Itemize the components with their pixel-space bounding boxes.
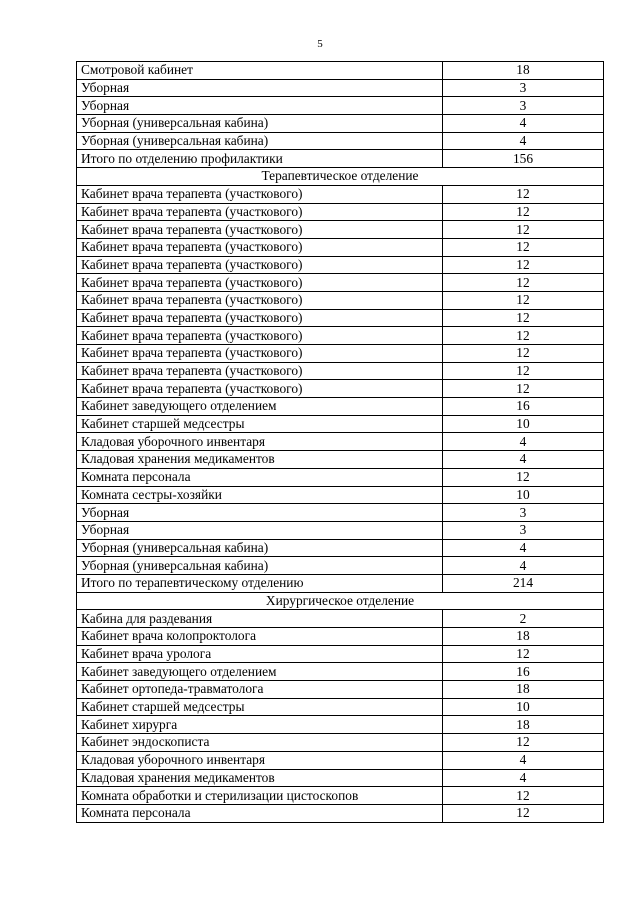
table-row — [77, 433, 604, 451]
room-name-cell: Уборная — [77, 97, 443, 115]
room-name-cell: Кабинет старшей медсестры — [77, 698, 443, 716]
room-name-cell: Кабинет врача уролога — [77, 645, 443, 663]
table-row — [77, 751, 604, 769]
area-value-cell: 12 — [443, 362, 604, 380]
room-name-cell: Кабинет врача колопроктолога — [77, 628, 443, 646]
table-row — [77, 734, 604, 752]
area-value-cell: 12 — [443, 645, 604, 663]
table-row — [77, 574, 604, 592]
room-name-cell: Уборная (универсальная кабина) — [77, 539, 443, 557]
room-name-cell: Итого по отделению профилактики — [77, 150, 443, 168]
room-name-cell: Комната персонала — [77, 804, 443, 822]
room-name-cell: Кабинет врача терапевта (участкового) — [77, 291, 443, 309]
room-name-cell: Кабина для раздевания — [77, 610, 443, 628]
room-name-cell: Кладовая хранения медикаментов — [77, 451, 443, 469]
table-row — [77, 451, 604, 469]
table-row — [77, 521, 604, 539]
room-name-cell: Уборная — [77, 504, 443, 522]
room-name-cell: Кабинет врача терапевта (участкового) — [77, 256, 443, 274]
room-name-cell: Итого по терапевтическому отделению — [77, 574, 443, 592]
area-value-cell: 18 — [443, 681, 604, 699]
area-value-cell: 4 — [443, 451, 604, 469]
page-number: 5 — [317, 38, 323, 50]
area-value-cell: 12 — [443, 468, 604, 486]
room-name-cell: Смотровой кабинет — [77, 62, 443, 80]
section-header-row — [77, 168, 604, 186]
table-row — [77, 380, 604, 398]
table-row — [77, 398, 604, 416]
area-value-cell: 12 — [443, 787, 604, 805]
table-row — [77, 716, 604, 734]
room-name-cell: Уборная — [77, 521, 443, 539]
room-name-cell: Кабинет заведующего отделением — [77, 398, 443, 416]
area-value-cell: 156 — [443, 150, 604, 168]
room-name-cell: Уборная (универсальная кабина) — [77, 115, 443, 133]
area-value-cell: 3 — [443, 521, 604, 539]
table-row — [77, 769, 604, 787]
area-value-cell: 16 — [443, 398, 604, 416]
table-row — [77, 345, 604, 363]
area-value-cell: 18 — [443, 62, 604, 80]
table-row — [77, 645, 604, 663]
table-row — [77, 185, 604, 203]
table-row — [77, 610, 604, 628]
table-row — [77, 97, 604, 115]
area-value-cell: 12 — [443, 327, 604, 345]
table-row — [77, 291, 604, 309]
table-row — [77, 327, 604, 345]
area-value-cell: 12 — [443, 221, 604, 239]
room-name-cell: Кабинет врача терапевта (участкового) — [77, 274, 443, 292]
table-row — [77, 486, 604, 504]
table-row — [77, 681, 604, 699]
area-value-cell: 12 — [443, 185, 604, 203]
area-value-cell: 12 — [443, 291, 604, 309]
area-value-cell: 12 — [443, 256, 604, 274]
table-row — [77, 787, 604, 805]
room-name-cell: Комната персонала — [77, 468, 443, 486]
area-value-cell: 10 — [443, 415, 604, 433]
table-row — [77, 804, 604, 822]
area-value-cell: 4 — [443, 769, 604, 787]
room-name-cell: Комната обработки и стерилизации цистоскопов — [77, 787, 443, 805]
area-value-cell: 12 — [443, 238, 604, 256]
room-name-cell: Кабинет эндоскописта — [77, 734, 443, 752]
room-name-cell: Кабинет ортопеда-травматолога — [77, 681, 443, 699]
room-name-cell: Кабинет врача терапевта (участкового) — [77, 345, 443, 363]
room-name-cell: Кабинет хирурга — [77, 716, 443, 734]
room-name-cell: Кабинет врача терапевта (участкового) — [77, 380, 443, 398]
area-value-cell: 12 — [443, 804, 604, 822]
area-value-cell: 4 — [443, 751, 604, 769]
area-value-cell: 10 — [443, 486, 604, 504]
rooms-table-body — [77, 62, 604, 823]
area-value-cell: 12 — [443, 380, 604, 398]
area-value-cell: 12 — [443, 309, 604, 327]
room-name-cell: Кабинет врача терапевта (участкового) — [77, 185, 443, 203]
room-name-cell: Кабинет старшей медсестры — [77, 415, 443, 433]
area-value-cell: 12 — [443, 274, 604, 292]
table-row — [77, 309, 604, 327]
area-value-cell: 4 — [443, 539, 604, 557]
table-row — [77, 628, 604, 646]
area-value-cell: 4 — [443, 115, 604, 133]
table-row — [77, 504, 604, 522]
table-row — [77, 150, 604, 168]
area-value-cell: 4 — [443, 433, 604, 451]
section-header-row — [77, 592, 604, 610]
table-row — [77, 415, 604, 433]
area-value-cell: 4 — [443, 557, 604, 575]
room-name-cell: Кабинет врача терапевта (участкового) — [77, 238, 443, 256]
area-value-cell: 18 — [443, 716, 604, 734]
table-row — [77, 274, 604, 292]
room-name-cell: Кабинет врача терапевта (участкового) — [77, 309, 443, 327]
room-name-cell: Комната сестры-хозяйки — [77, 486, 443, 504]
table-row — [77, 362, 604, 380]
table-row — [77, 115, 604, 133]
table-row — [77, 62, 604, 80]
room-name-cell: Кабинет врача терапевта (участкового) — [77, 362, 443, 380]
table-row — [77, 468, 604, 486]
room-name-cell: Уборная (универсальная кабина) — [77, 557, 443, 575]
room-name-cell: Кладовая уборочного инвентаря — [77, 433, 443, 451]
room-name-cell: Кабинет врача терапевта (участкового) — [77, 221, 443, 239]
section-title: Терапевтическое отделение — [77, 168, 604, 186]
room-name-cell: Уборная (универсальная кабина) — [77, 132, 443, 150]
table-row — [77, 132, 604, 150]
room-name-cell: Кладовая уборочного инвентаря — [77, 751, 443, 769]
table-row — [77, 256, 604, 274]
area-value-cell: 18 — [443, 628, 604, 646]
room-name-cell: Кабинет врача терапевта (участкового) — [77, 327, 443, 345]
area-value-cell: 3 — [443, 504, 604, 522]
table-row — [77, 238, 604, 256]
area-value-cell: 4 — [443, 132, 604, 150]
table-row — [77, 539, 604, 557]
table-row — [77, 698, 604, 716]
area-value-cell: 12 — [443, 734, 604, 752]
section-title: Хирургическое отделение — [77, 592, 604, 610]
area-value-cell: 12 — [443, 203, 604, 221]
table-row — [77, 557, 604, 575]
table-row — [77, 221, 604, 239]
room-name-cell: Кабинет врача терапевта (участкового) — [77, 203, 443, 221]
area-value-cell: 3 — [443, 97, 604, 115]
area-value-cell: 10 — [443, 698, 604, 716]
rooms-table — [76, 61, 604, 823]
room-name-cell: Кабинет заведующего отделением — [77, 663, 443, 681]
area-value-cell: 12 — [443, 345, 604, 363]
area-value-cell: 3 — [443, 79, 604, 97]
table-row — [77, 663, 604, 681]
room-name-cell: Кладовая хранения медикаментов — [77, 769, 443, 787]
table-row — [77, 203, 604, 221]
table-row — [77, 79, 604, 97]
room-name-cell: Уборная — [77, 79, 443, 97]
area-value-cell: 16 — [443, 663, 604, 681]
area-value-cell: 214 — [443, 574, 604, 592]
area-value-cell: 2 — [443, 610, 604, 628]
